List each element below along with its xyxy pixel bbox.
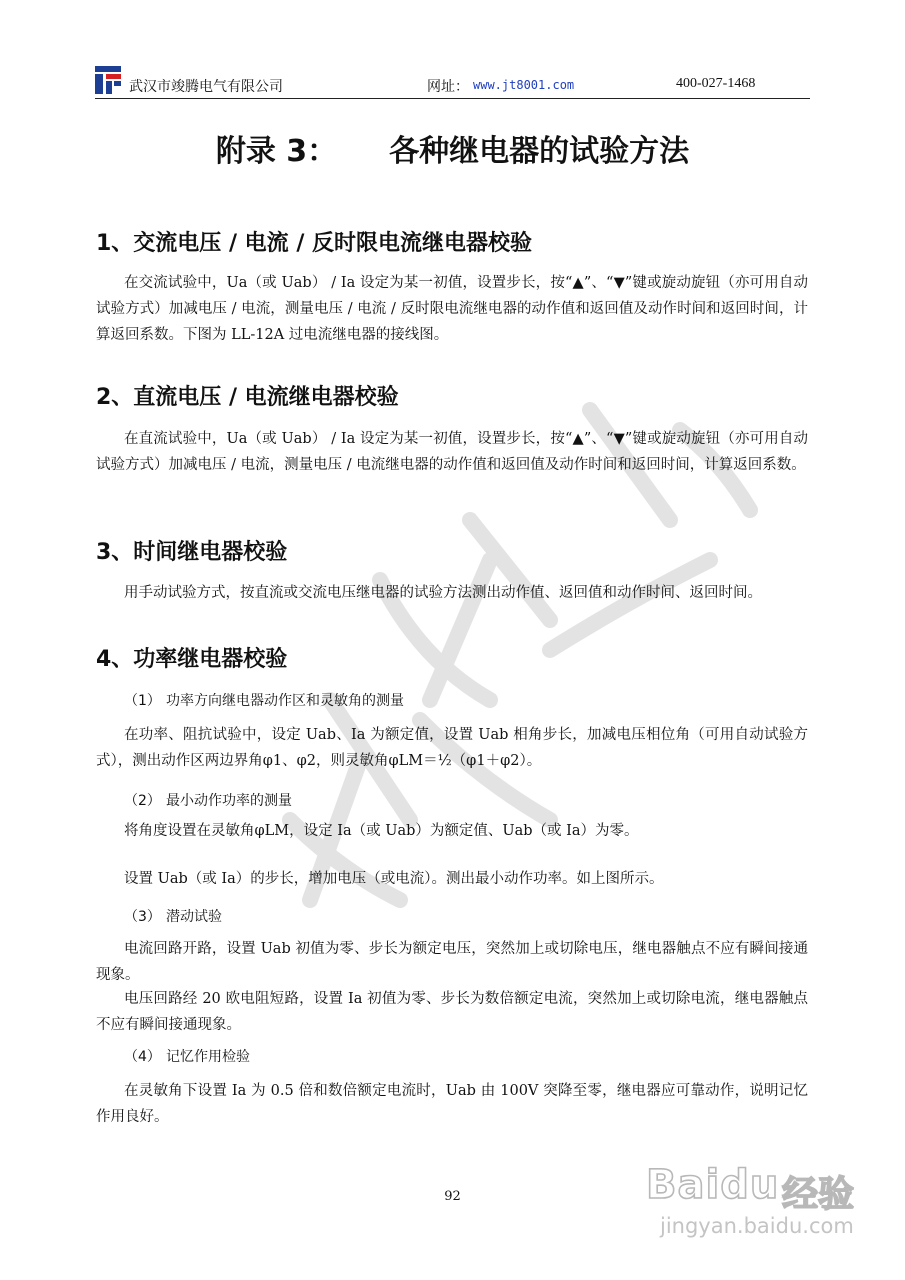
item-3-body-1: 电流回路开路，设置 Uab 初值为零、步长为额定电压，突然加上或切除电压，继电器触点不应有瞬间接通现象。 [96, 941, 808, 983]
item-2-title [124, 790, 292, 810]
section-3-heading: 3、时间继电器校验 [96, 540, 288, 565]
page-header [95, 64, 810, 98]
item-2-body-1: 将角度设置在灵敏角φLM，设定 Ia（或 Uab）为额定值、Uab（或 Ia）为零。 [124, 823, 639, 839]
url-label: 网址： [427, 79, 469, 95]
item-4-title-text: 记忆作用检验 [166, 1049, 250, 1065]
page-number: 92 [444, 1189, 461, 1204]
item-1-body: 在功率、阻抗试验中，设定 Uab、Ia 为额定值，设置 Uab 相角步长，加减电压相位角（可用自动试验方式），测出动作区两边界角φ1、φ2，则灵敏角φLM＝½（φ1＋φ2）。 [96, 727, 808, 769]
header-divider [95, 98, 810, 99]
section-4-heading: 4、功率继电器校验 [96, 647, 288, 672]
item-3-body-2: 电压回路经 20 欧电阻短路，设置 Ia 初值为零、步长为数倍额定电流，突然加上或切除电流，继电器触点不应有瞬间接通现象。 [96, 991, 808, 1033]
baidu-url-text: jingyan.baidu.com [660, 1214, 854, 1238]
item-3-number: （3） [124, 909, 161, 925]
item-3-title-text: 潜动试验 [166, 909, 222, 925]
section-2-body: 在直流试验中，Ua（或 Uab） / Ia 设定为某一初值，设置步长，按“▲”、“▼”键或旋动旋钮（亦可用自动试验方式）加减电压 / 电流，测量电压 / 电流继电器的动作值和返回值及动作时间和返回时间，计算返回系数。 [96, 431, 808, 473]
item-3-title [124, 906, 222, 926]
item-4-body: 在灵敏角下设置 Ia 为 0.5 倍和数倍额定电流时，Uab 由 100V 突降至零，继电器应可靠动作，说明记忆作用良好。 [96, 1083, 808, 1125]
title-main: 各种继电器的试验方法 [389, 134, 690, 169]
item-1-title [124, 690, 404, 710]
page-title [0, 126, 905, 170]
baidu-jingyan-watermark [636, 1150, 896, 1260]
baidu-logo-text: Baidu [646, 1162, 780, 1208]
company-logo-icon [95, 66, 121, 94]
section-1-body: 在交流试验中，Ua（或 Uab） / Ia 设定为某一初值，设置步长，按“▲”、“▼”键或旋动旋钮（亦可用自动试验方式）加减电压 / 电流，测量电压 / 电流 / 反时限电流继电器的动作值和返回值及动作时间和返回时间，计算返回系数。下图为 LL-12A 过电流继电器的接线图。 [96, 275, 808, 343]
item-2-title-text: 最小动作功率的测量 [166, 793, 292, 809]
item-2-body-2: 设置 Uab（或 Ia）的步长，增加电压（或电流）。测出最小动作功率。如上图所示。 [124, 871, 664, 887]
phone-number: 400-027-1468 [676, 76, 756, 91]
company-name: 武汉市竣腾电气有限公司 [129, 79, 283, 95]
item-4-title [124, 1046, 250, 1066]
section-1-heading: 1、交流电压 / 电流 / 反时限电流继电器校验 [96, 231, 533, 256]
item-1-title-text: 功率方向继电器动作区和灵敏角的测量 [166, 693, 404, 709]
company-url-link[interactable]: www.jt8001.com [473, 78, 575, 92]
item-4-number: （4） [124, 1049, 161, 1065]
item-2-number: （2） [124, 793, 161, 809]
title-prefix: 附录 3： [215, 134, 338, 169]
section-3-body: 用手动试验方式，按直流或交流电压继电器的试验方法测出动作值、返回值和动作时间、返回时间。 [124, 585, 762, 601]
section-2-heading: 2、直流电压 / 电流继电器校验 [96, 385, 399, 410]
jingyan-logo-text: 经验 [782, 1174, 855, 1215]
item-1-number: （1） [124, 693, 161, 709]
